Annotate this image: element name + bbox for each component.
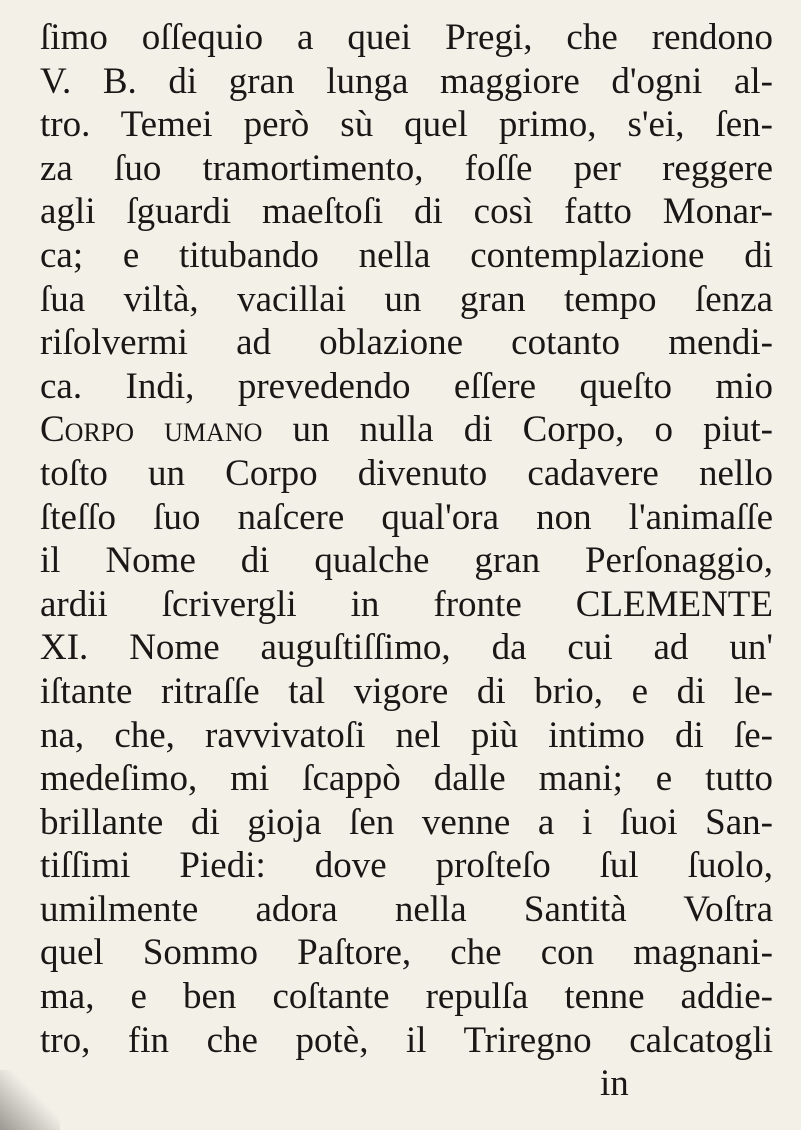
- text-line: V. B. di gran lunga maggiore d'ogni al-: [40, 60, 773, 102]
- text-line: na, che, ravvivatoſi nel più intimo di ſe-: [40, 714, 773, 756]
- text-line: XI. Nome auguſtiſſimo, da cui ad un': [40, 627, 773, 669]
- text-line: ca. Indi, prevedendo eſſere queſto mio: [40, 365, 773, 407]
- text-line: umilmente adora nella Santità Voſtra: [40, 888, 773, 930]
- text-line: il Nome di qualche gran Perſonaggio,: [40, 540, 773, 582]
- text-line: tiſſimi Piedi: dove proſteſo ſul ſuolo,: [40, 845, 773, 887]
- text-line: toſto un Corpo divenuto cadavere nello: [40, 452, 773, 494]
- text-line: brillante di gioja ſen venne a i ſuoi San-: [40, 801, 773, 843]
- text-line: ardii ſcrivergli in fronte CLEMENTE: [40, 583, 773, 625]
- text-line: ma, e ben coſtante repulſa tenne addie-: [40, 976, 773, 1018]
- page-corner-shadow: [0, 1070, 60, 1130]
- text-line: tro. Temei però sù quel primo, s'ei, ſen-: [40, 104, 773, 146]
- text-line: [40, 408, 773, 452]
- text-line: ſua viltà, vacillai un gran tempo ſenza: [40, 278, 773, 320]
- text-line: ca; e titubando nella contemplazione di: [40, 234, 773, 276]
- text-segment: un nulla di Corpo, o piut-: [262, 409, 773, 451]
- text-line: medeſimo, mi ſcappò dalle mani; e tutto: [40, 758, 773, 800]
- text-line: ſteſſo ſuo naſcere qual'ora non l'animaſſe: [40, 496, 773, 538]
- small-caps-phrase: Corpo umano: [40, 409, 263, 451]
- text-line: tro, fin che potè, il Triregno calcatogli: [40, 1019, 773, 1061]
- text-line: agli ſguardi maeſtoſi di così fatto Monar-: [40, 191, 773, 233]
- text-line: riſolvermi ad oblazione cotanto mendi-: [40, 322, 773, 364]
- text-line: ſimo oſſequio a quei Pregi, che rendono: [40, 17, 773, 58]
- text-line: za ſuo tramortimento, foſſe per reggere: [40, 147, 773, 189]
- text-line: quel Sommo Paſtore, che con magnani-: [40, 932, 773, 974]
- text-line: iſtante ritraſſe tal vigore di brio, e di le-: [40, 670, 773, 712]
- catchword: in: [600, 1063, 629, 1105]
- book-page-text: [40, 16, 773, 1106]
